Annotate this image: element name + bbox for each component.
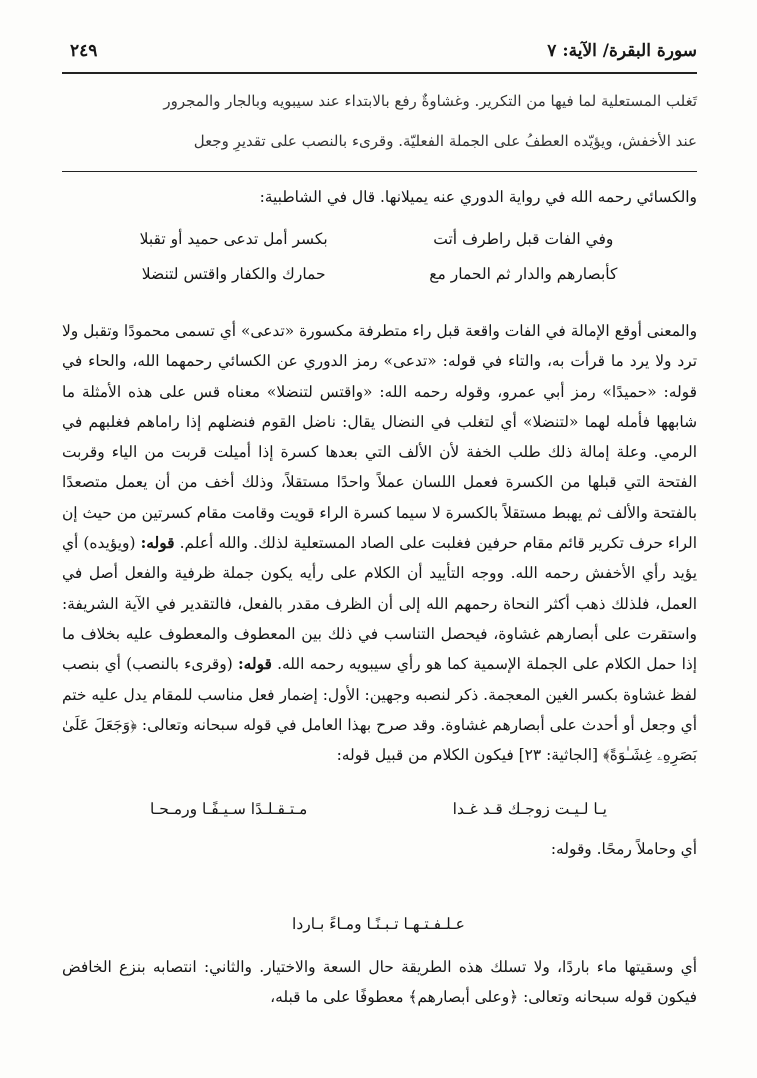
after-poem-line: أي وحاملاً رمحًا. وقوله:: [550, 840, 697, 858]
page-number: ٢٤٩: [70, 41, 98, 61]
note-line: تَغلب المستعلية لما فيها من التكرير. وغشاوةٌ رفع بالابتداء عند سيبويه وبالجار والمجرور: [163, 92, 697, 110]
closing-paragraph: أي وسقيتها ماء باردًا، ولا تسلك هذه الطريقة حال السعة والاختيار. والثاني: انتصابه بنزع الخافض فيكون قوله سبحانه وتعالى: ﴿وعلى أبصارهم﴾ معطوفًا على ما قبله،: [62, 958, 697, 1007]
running-title: سورة البقرة/ الآية: ٧: [547, 41, 697, 61]
verse-line: [100, 230, 657, 248]
verse-hemistich-second: حمارك والكفار واقتس لتنضلا: [141, 265, 326, 283]
verse-hemistich-first: وفي الفات قبل راطرف أتت: [433, 230, 614, 248]
keyword-label: قوله:: [237, 655, 272, 674]
poem-hemistich-second: مـتـقـلـدًا سـيـفًـا ورمـحـا: [150, 800, 308, 818]
single-verse: عـلـفـتـهـا تـبـنًـا ومـاءً بـاردا: [292, 915, 465, 933]
intro-paragraph: والكسائي رحمه الله في رواية الدوري عنه يميلانها. قال في الشاطبية:: [259, 188, 697, 206]
body-paragraph-1: والمعنى أوقع الإمالة في الفات واقعة قبل راء متطرفة مكسورة «تدعى» أي تسمى محمودًا وتقبل ولا ترد ولا يرد ما قرأت به، والتاء في قوله: «تدعى» رمز الدوري عن الكسائي رحمهما الله، والحاء في قوله: «حميدًا» رمز أبي عمرو، وقوله رحمه الله: «واقتس لتنضلا» معناه قس على هذه الأمثلة ما شابهها فأمله لهما «لتنضلا» أي لتغلب في النضال يقال: ناضل القوم فنضلهم إذا راماهم فغلبهم في الرمي. وعلة إمالة ذلك طلب الخفة لأن الألف التي بعدها كسرة إذا أميلت قربت من الياء وقربت الفتحة التي قبلها من الكسرة فعمل اللسان عملاً واحدًا مستقلاً، وذلك أخف من أن يعمل متصعدًا بالفتحة والألف ثم يهبط مستقلاً بالكسرة لا سيما كسرة الراء قويت وقامت مقام كسرتين من حيث إن الراء حرف تكرير قائم مقام حرفين فغلبت على الصاد المستعلية لذلك. والله أعلم.: [62, 322, 697, 553]
page-header: [70, 36, 697, 66]
body-paragraph-3: (وقرىء بالنصب) أي بنصب لفظ غشاوة بكسر الغين المعجمة. ذكر لنصبه وجهين: الأول: إضمار فعل مناسب للمقام يدل عليه ختم أي وجعل أو أحدث على أبصارهم غشاوة. وقد صرح بهذا العامل في قوله سبحانه وتعالى: ﴿وَجَعَلَ عَلَىٰ بَصَرِهِۦ غِشَـٰوَةً﴾ [الجاثية: ٢٣] فيكون الكلام من قبيل قوله:: [62, 655, 697, 765]
note-line: عند الأخفش، ويؤيّده العطفُ على الجملة الفعليّة. وقرىء بالنصب على تقديرِ وجعل: [193, 132, 697, 150]
poem-hemistich-first: يـا لـيـت زوجـك قـد غـدا: [452, 800, 607, 818]
keyword-label: قوله:: [140, 534, 175, 553]
commentary-notes: [62, 81, 697, 161]
header-rule: [62, 72, 697, 74]
commentary-body: [62, 316, 697, 770]
verse-hemistich-first: كأبصارهم والدار ثم الحمار مع: [429, 265, 618, 283]
verse-hemistich-second: بكسر أمل تدعى حميد أو تقبلا: [139, 230, 328, 248]
body-paragraph-2: (ويؤيده) أي يؤيد رأي الأخفش رحمه الله. ووجه التأييد أن الكلام على رأيه يكون جملة ظرفية والفعل أصل في العمل، فلذلك ذهب أكثر النحاة رحمهم الله إلى أن الظرف مقدر بالفعل، فالتقدير في الآية الشريفة: واستقرت على أبصارهم غشاوة، فيحصل التناسب في ذلك بين المعطوف والمعطوف عليه بخلاف ما إذا حمل الكلام على الجملة الإسمية كما هو رأي سيبويه رحمه الله.: [62, 534, 697, 674]
poem-verse: [150, 800, 607, 818]
notes-divider: [62, 171, 697, 172]
verse-line: [100, 265, 657, 283]
